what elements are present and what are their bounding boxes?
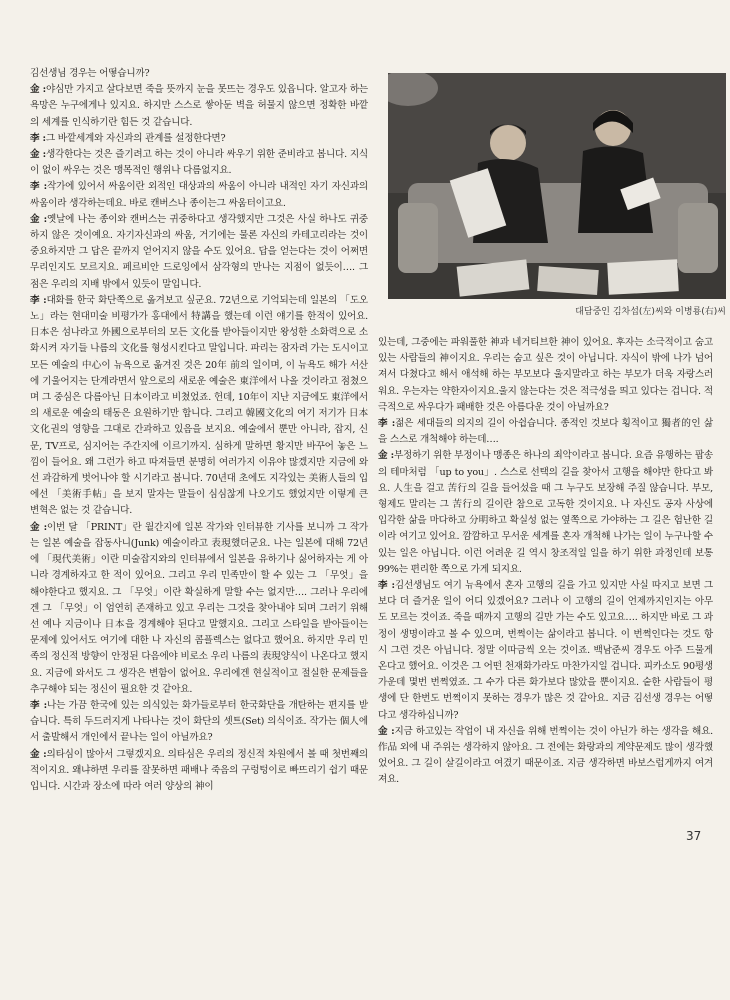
paragraph-text: 나는 가끔 한국에 있는 의식있는 화가들로부터 한국화단을 개탄하는 편지를 받습니다. 특히 두드러지게 나타나는 것이 화단의 셋트(Set) 의식이죠. 작가는 個人에서 출발해서 개인에서 끝나는 일이 아닐까요?	[30, 699, 368, 744]
interview-paragraph	[378, 448, 713, 578]
interview-paragraph	[30, 698, 368, 747]
interview-paragraph	[30, 520, 368, 698]
speaker-label: 金 :	[30, 748, 47, 760]
photo-two-men-talking-icon	[388, 73, 726, 299]
paragraph-text: 작가에 있어서 싸움이란 외적인 대상과의 싸움이 아니라 내적인 자기 자신과의 싸움이라 생각하는데요. 바로 캔버스나 종이는그 싸움터이고요.	[30, 181, 368, 209]
speaker-label: 李 :	[378, 580, 395, 592]
interview-paragraph	[378, 335, 713, 416]
interview-column-right	[378, 335, 713, 789]
paragraph-text: 지금 하고있는 작업이 내 자신을 위해 번쩍이는 것이 아닌가 하는 생각을 해요. 作品 외에 내 주위는 생각하지 않아요. 그 전에는 화랑과의 계약문제도 많이 생각했었어요. 그 길이 살길이라고 여겼기 때문이죠. 지금 생각하면 바보스럽게까지 여겨져요.	[378, 725, 713, 786]
paragraph-text: 부정하기 위한 부정이나 맹종은 하나의 죄악이라고 봅니다. 요즘 유행하는 팝송의 테마처럼 「up to you」. 스스로 선택의 길을 찾아서 고행을 해야만 한다고 봐요. 人生을 걸고 苦行의 길을 들어섰을 때 그 누구도 보장해 주질 않습니다. 부모, 형제도 말리는 그 苦行의 길이란 참으로 고독한 것이지요. 나 자신도 공자 사상에 입각한 삶을 마다하고 分明하고 확실성 없는 옆쪽으로 가야하는 그 길은 험난한 길이라 여기고 있어요. 깜깜하고 무서운 세계를 혼자 개척해 나가는 일이 누구나할 수 있는 일은 아닙니다. 이런 어려운 길 역시 창조적일 일을 하기 위한 과정인데 보통 99%는 편리한 쪽으로 가게 되지요.	[378, 450, 713, 575]
speaker-label: 金 :	[378, 725, 395, 737]
interview-paragraph	[30, 131, 368, 147]
interview-paragraph	[30, 293, 368, 520]
speaker-label: 李 :	[378, 418, 396, 430]
paragraph-text: 있는데, 그중에는 파워풀한 神과 네거티브한 神이 있어요. 후자는 소극적이고 숨고 있는 사람들의 神이지요. 우리는 숨고 싶은 것이 아닙니다. 자식이 밖에 나가 넘어져서 다쳤다고 해서 애석해 하는 부모보다 울지말라고 하는 부모가 더욱 자랑스러워요. 우는자는 약한자이지요.울지 않는다는 것은 적극성을 띄고 있다는 겁니다. 적극적으로 싸우다가 패배한 것은 아름다운 것이 아닐까요?	[378, 337, 713, 413]
paragraph-text: 야심만 가지고 살다보면 죽을 뜻까지 눈을 못뜨는 경우도 있읍니다. 알고자 하는 욕망은 누구에게나 있지요. 하지만 스스로 쌓아둔 벽을 허물지 않으면 정확한 바깥의 세계를 인식하기란 힘든 것 같습니다.	[30, 84, 368, 128]
paragraph-text: 김선생님도 여기 뉴욕에서 혼자 고행의 길을 가고 있지만 사실 따지고 보면 그보다 더 즐거운 일이 어디 있겠어요? 그러나 이 고행의 길이 언제까지인지는 아무도 모르는 것이죠. 죽을 때까지 고행의 길만 가는 수도 있고요…. 하지만 바로 그 과정이 생명이라고 볼 수 있으며, 번쩍이는 삶이라고 봅니다. 이 번쩍인다는 것도 항시 그런 것은 아닙니다. 정말 이따금씩 오는 것이죠. 백남준씨 경우도 아주 드물게 온다고 했어요. 이것은 그 어떤 천재화가라도 마찬가지일 겁니다. 피카소도 90평생 가운데 몇번 번쩍였죠. 그 수가 다른 화가보다 많았을 뿐이지요. 숱한 사람들이 평생에 단 한번도 번쩍이지 못하는 경우가 많은 것 같아요. 지금 김선생 경우는 어떻다고 생각하십니까?	[378, 580, 713, 721]
speaker-label: 金 :	[30, 213, 48, 225]
speaker-label: 金 :	[30, 149, 46, 161]
paragraph-text: 생각한다는 것은 즐기려고 하는 것이 아니라 싸우기 위한 준비라고 봅니다. 지식이 없이 싸우는 것은 맹목적인 행위나 다름없지요.	[30, 149, 368, 177]
paragraph-text: 옛날에 나는 종이와 캔버스는 귀중하다고 생각했지만 그것은 사실 하나도 귀중하지 않은 것이예요. 자기자신과의 싸움, 거기에는 물론 자신의 카테고리라는 것이 중요하지만 그 답은 끝까지 얻어지지 않을 수도 있어요. 답을 얻는다는 것이 어쩌면 무리인지도 모르지요. 페르비안 드로잉에서 삼각형의 만나는 지점이 없듯이…. 그 점은 우리의 지배 밖에서 있듯이 말입니다.	[30, 213, 368, 290]
speaker-label: 李 :	[30, 294, 47, 306]
interview-paragraph	[378, 578, 713, 724]
paragraph-text: 그 바깥세계와 자신과의 관계를 설정한다면?	[45, 132, 226, 144]
paragraph-text: 이번 달 「PRINT」란 월간지에 일본 작가와 인터뷰한 기사를 보니까 그 작가는 일본 예술을 잡동사니(Junk) 예술이라고 表現했더군요. 나는 일본에 대해 72년에 「現代美術」이란 미술잡지와의 인터뷰에서 일본을 유하기나 싫어하자는 게 아니라 경계하자고 한 적이 있어요. 그리고 우리 민족만이 할 수 있는 그 「무엇」을 해야한다고 했지요. 그 「무엇」이란 확실하게 말할 수는 없지만…. 그러나 우리에겐 그 「무엇」이 엄연히 존재하고 있고 우리는 그것을 찾아내야 되며 그러기 위해선 예나 지금이나 日本을 경계해야 된다고 말했지요. 그리고 스타일을 받아들이는 문제에 있어서도 여기에 대한 나 자신의 콤플렉스는 없다고 했어요. 하지만 우리 민족의 정신적 방향이 안정된 다음에야 비로소 우리 나름의 表現양식이 나온다고 했지요. 지금에 와서도 그 생각은 변함이 없어요. 우리에겐 현실적이고 절실한 문제들을 추구해야 되는 정신이 필요한 것 같아요.	[30, 521, 368, 695]
interview-paragraph	[30, 179, 368, 211]
interview-photo	[388, 73, 726, 299]
interview-paragraph	[30, 747, 368, 796]
speaker-label: 李 :	[30, 132, 46, 144]
interview-paragraph	[378, 416, 713, 448]
interview-paragraph	[30, 82, 368, 131]
interview-paragraph	[30, 212, 368, 293]
speaker-label: 金 :	[30, 521, 47, 533]
speaker-label: 金 :	[30, 84, 46, 96]
interview-paragraph	[378, 724, 713, 789]
speaker-label: 金 :	[378, 450, 394, 462]
paragraph-text: 김선생님 경우는 어떻습니까?	[30, 68, 150, 79]
page-number: 37	[686, 829, 702, 843]
interview-paragraph	[30, 147, 368, 179]
interview-paragraph	[30, 66, 368, 82]
paragraph-text: 의타심이 많아서 그렇겠지요. 의타심은 우리의 정신적 차원에서 볼 때 첫번째의 적이지요. 왜냐하면 우리를 잘못하면 패배나 죽음의 구렁텅이로 빠뜨리기 쉽기 때문입니다. 시간과 장소에 따라 여러 양상의 神이	[30, 748, 368, 792]
paragraph-text: 젊은 세대들의 의지의 길이 아쉽습니다. 종적인 것보다 횡적이고 獨者的인 삶을 스스로 개척해야 하는데….	[378, 418, 713, 446]
interview-column-left	[30, 66, 368, 795]
paragraph-text: 대화를 한국 화단쪽으로 옮겨보고 싶군요. 72년으로 기억되는데 일본의 「도오노」라는 현대미술 비평가가 홍대에서 特講을 했는데 이런 얘기를 한적이 있어요. 日本은 섬나라고 外國으로부터의 모든 文化를 받아들이지만 왕성한 소화력으로 소화시켜 자기들 나름의 文化를 형성시킨다고 말입니다. 파리는 잠자려 가는 도시이고 모든 예술의 中心이 뉴욕으로 옮겨진 것은 20年 前의 일이며, 이 뉴욕도 해가 서산에 기울어지는 단계라면서 앞으로의 새로운 예술은 東洋에서 나올 것이라고 점쳤으며 그 중심은 다름아닌 日本이라고 비쳤었죠. 헌데, 10年이 지난 지금에도 東洋에서의 새로운 예술의 태동은 요원하기만 합니다. 그리고 韓國文化의 여기 저기가 日本文化권의 영향을 그대로 간과하고 있음을 보지요. 예술에서 뿐만 아니라, 잡지, 신문, TV프로, 심지어는 주간지에 이르기까지. 심하게 말하면 황지만 바꾸어 놓은 느낌이 들어요. 왜 그런가 하고 따져들면 분명히 여러가지 이유야 많겠지만 지금에 와선 과감하게 벗어나야 할 시기라고 봅니다. 70년대 초에도 지각있는 美術人들의 입에선 「美術手帖」을 보지 말자는 말들이 심심찮게 나오기도 했었지만 이렇게 큰 변혁은 없는 것 같습니다.	[30, 294, 368, 517]
speaker-label: 李 :	[30, 181, 48, 193]
photo-caption: 대담중인 김차섭(左)씨와 이병룡(右)씨	[575, 307, 726, 317]
speaker-label: 李 :	[30, 699, 48, 711]
